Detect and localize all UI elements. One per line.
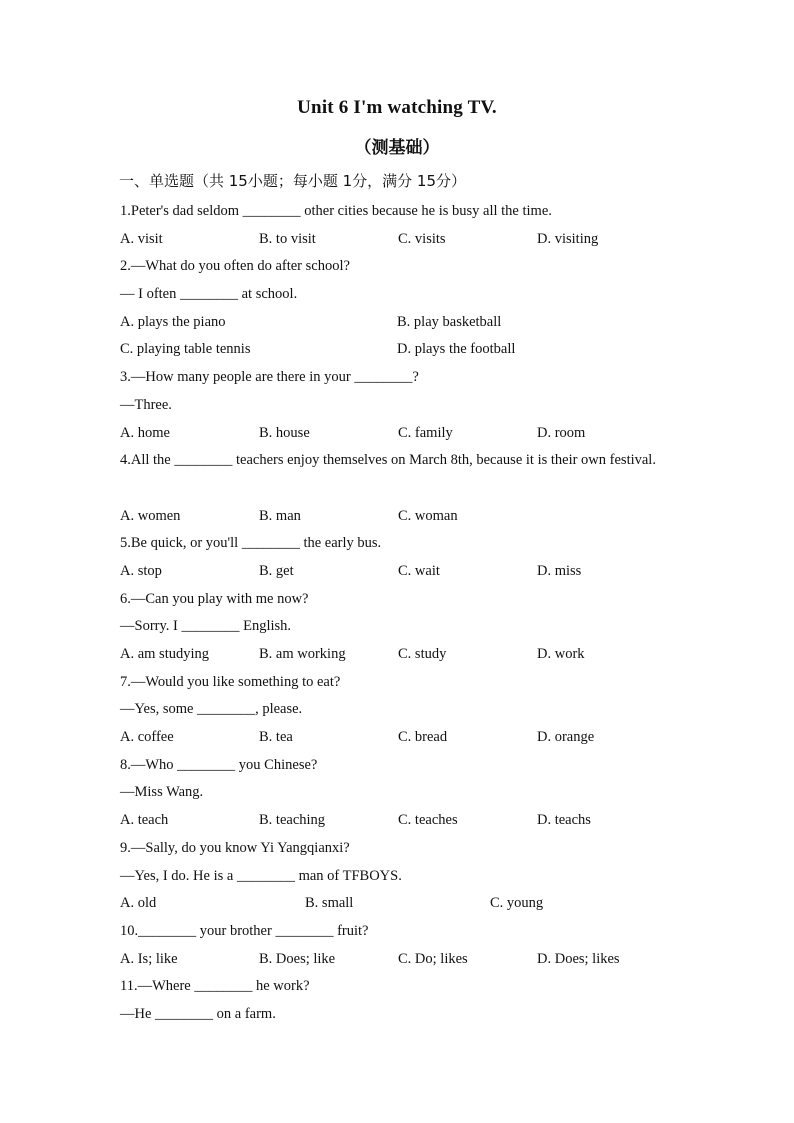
question-2-options-row2 xyxy=(120,336,676,364)
question-9-answer-line: —Yes, I do. He is a ________ man of TFBOYS. xyxy=(120,867,402,884)
option-c: C. family xyxy=(398,424,453,441)
page-title: Unit 6 I'm watching TV. xyxy=(297,97,497,118)
question-8-answer-line: —Miss Wang. xyxy=(120,784,204,801)
option-b: B. get xyxy=(259,562,294,579)
question-7-answer-line: —Yes, some ________, please. xyxy=(120,701,303,718)
option-a: A. visit xyxy=(120,230,163,247)
question-9: 9.—Sally, do you know Yi Yangqianxi? xyxy=(120,839,350,856)
question-6-answer-line: —Sorry. I ________ English. xyxy=(120,618,292,635)
option-b: B. to visit xyxy=(259,230,316,247)
option-b: B. man xyxy=(259,507,301,524)
option-d: D. work xyxy=(537,646,585,663)
option-c: C. woman xyxy=(398,507,458,524)
question-7-options xyxy=(120,724,676,752)
option-a: A. women xyxy=(120,507,181,524)
question-8: 8.—Who ________ you Chinese? xyxy=(120,756,318,773)
option-d: D. Does; likes xyxy=(537,950,620,967)
question-5: 5.Be quick, or you'll ________ the early bus. xyxy=(120,535,382,552)
option-b: B. play basketball xyxy=(397,313,502,330)
question-2-options-row1 xyxy=(120,309,676,337)
option-b: B. am working xyxy=(259,646,346,663)
question-10-options xyxy=(120,946,676,974)
question-list xyxy=(120,198,676,1029)
question-3-answer-line: —Three. xyxy=(120,396,172,413)
question-8-options xyxy=(120,807,676,835)
option-d: D. room xyxy=(537,424,586,441)
section-heading: 一、单选题（共 15小题；每小题 1分，满分 15分） xyxy=(119,172,467,190)
option-d: D. plays the football xyxy=(397,341,516,358)
question-2-answer-line: — I often ________ at school. xyxy=(120,286,298,303)
option-a: A. coffee xyxy=(120,729,174,746)
question-4-options xyxy=(120,503,676,531)
question-3: 3.—How many people are there in your ________? xyxy=(120,369,419,386)
option-c: C. wait xyxy=(398,562,440,579)
question-6: 6.—Can you play with me now? xyxy=(120,590,309,607)
option-c: C. young xyxy=(490,895,544,912)
option-b: B. tea xyxy=(259,729,293,746)
question-5-options xyxy=(120,558,676,586)
question-6-options xyxy=(120,641,676,669)
option-a: A. stop xyxy=(120,562,162,579)
option-c: C. playing table tennis xyxy=(120,341,251,358)
question-7: 7.—Would you like something to eat? xyxy=(120,673,341,690)
page-subtitle: （测基础） xyxy=(354,138,440,158)
option-a: A. Is; like xyxy=(120,950,178,967)
option-c: C. teaches xyxy=(398,812,458,829)
option-a: A. old xyxy=(120,895,157,912)
option-d: D. teachs xyxy=(537,812,591,829)
question-11: 11.—Where ________ he work? xyxy=(120,978,310,995)
option-d: D. miss xyxy=(537,562,582,579)
option-c: C. bread xyxy=(398,729,448,746)
option-b: B. house xyxy=(259,424,310,441)
question-9-options xyxy=(120,890,676,918)
question-4: 4.All the ________ teachers enjoy themselves on March 8th, because it is their own festival. xyxy=(120,452,656,469)
question-1: 1.Peter's dad seldom ________ other cities because he is busy all the time. xyxy=(120,203,552,219)
question-1-options xyxy=(120,226,676,254)
question-10: 10.________ your brother ________ fruit? xyxy=(120,922,369,939)
option-c: C. visits xyxy=(398,230,446,247)
question-3-options xyxy=(120,420,676,448)
option-a: A. home xyxy=(120,424,170,441)
question-2: 2.—What do you often do after school? xyxy=(120,258,350,275)
option-b: B. small xyxy=(305,895,354,912)
option-a: A. teach xyxy=(120,812,169,829)
option-b: B. teaching xyxy=(259,812,326,829)
option-a: A. plays the piano xyxy=(120,313,226,330)
option-d: D. visiting xyxy=(537,230,599,247)
option-c: C. study xyxy=(398,646,447,663)
option-a: A. am studying xyxy=(120,646,210,663)
option-d: D. orange xyxy=(537,729,595,746)
question-11-answer-line: —He ________ on a farm. xyxy=(120,1005,276,1022)
option-b: B. Does; like xyxy=(259,950,336,967)
option-c: C. Do; likes xyxy=(398,950,468,967)
